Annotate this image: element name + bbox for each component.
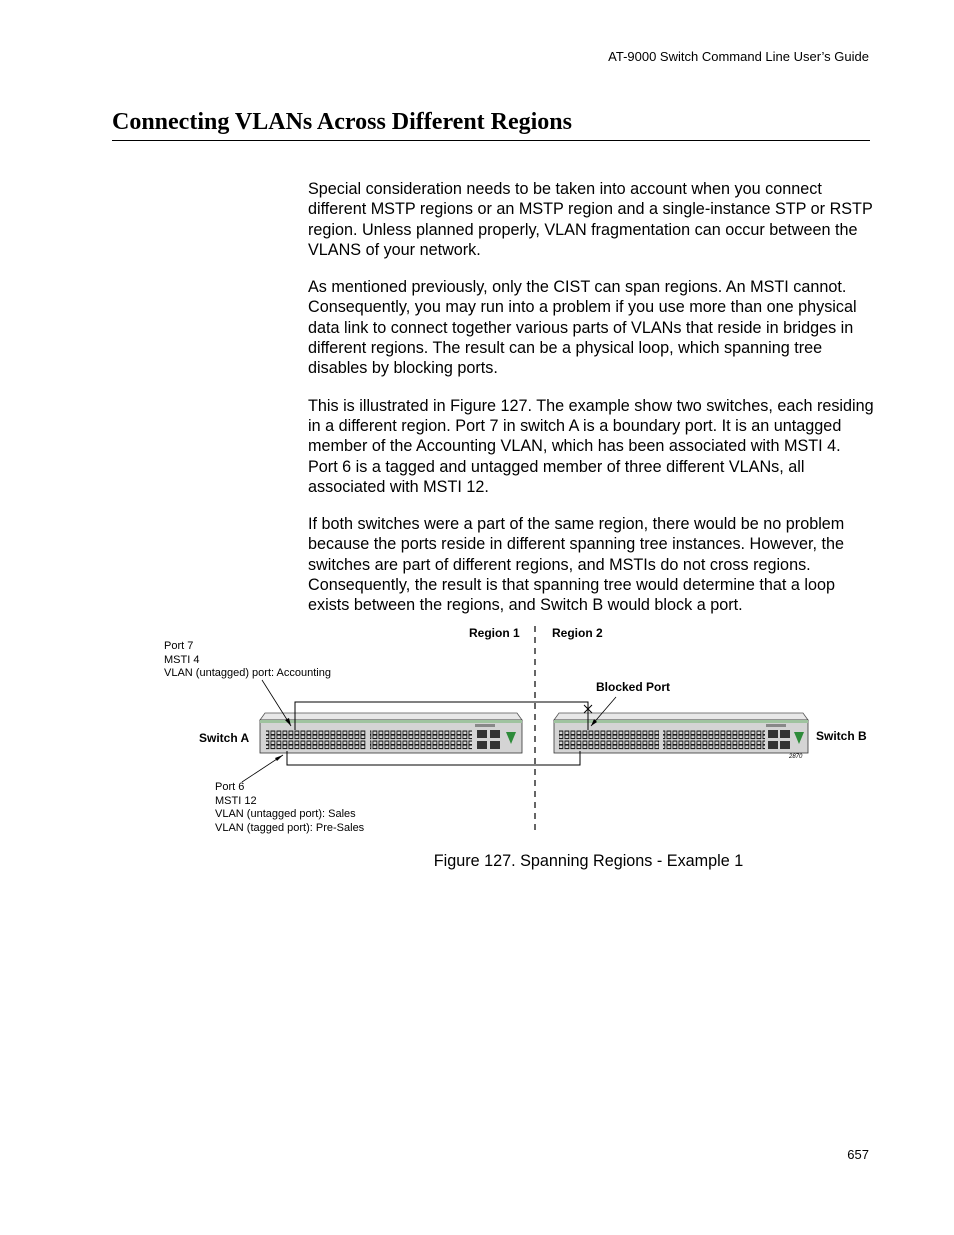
paragraph: Special consideration needs to be taken into account when you connect different MSTP regions or an MSTP region and a single-instance STP or RSTP region. Unless planned properly, VLAN fragmentation can occur between the VLANS of your network. <box>308 180 873 259</box>
switch-a-label: Switch A <box>199 731 250 745</box>
running-header: AT-9000 Switch Command Line User’s Guide <box>608 49 869 64</box>
port6-line: VLAN (untagged port): Sales <box>215 808 356 820</box>
port6-line: VLAN (tagged port): Pre-Sales <box>215 821 365 834</box>
switch-b-label: Switch B <box>816 729 867 743</box>
port7-line: Port 7 <box>164 640 194 652</box>
switch-serial-code: 2870 <box>789 754 803 760</box>
paragraph: If both switches were a part of the same region, there would be no problem because the ports reside in different spanning tree instances. However, the switches are part of different regions, and MSTIs do not cross regions. Consequently, the result is that spanning tree would determine that a loop exists between the regions, and Switch B would block a port. <box>308 515 845 615</box>
paragraph: As mentioned previously, only the CIST can span regions. An MSTI cannot. Consequently, you may run into a problem if you use more than one physical data link to connect together various parts of VLANs that reside in bridges in different regions. The result can be a physical loop, which spanning tree disables by blocking ports. <box>308 278 857 378</box>
port6-line: Port 6 <box>215 781 245 793</box>
title-rule <box>112 140 870 141</box>
figure-spanning-regions <box>150 620 880 835</box>
blocked-port-label: Blocked Port <box>596 680 671 694</box>
section-title: Connecting VLANs Across Different Regions <box>112 109 572 135</box>
figure-caption: Figure 127. Spanning Regions - Example 1 <box>433 852 744 870</box>
body-text <box>308 179 874 633</box>
port6-callout <box>215 781 364 835</box>
port7-callout <box>164 640 331 681</box>
port7-line: MSTI 4 <box>164 653 200 666</box>
switch-b-device <box>554 713 808 753</box>
port6-line: MSTI 12 <box>215 794 257 807</box>
page-number: 657 <box>847 1147 869 1162</box>
figure-caption-wrap <box>0 851 954 871</box>
switch-a-device <box>260 713 522 753</box>
region-1-label: Region 1 <box>469 626 520 640</box>
port7-line: VLAN (untagged) port: Accounting <box>164 667 331 679</box>
paragraph: This is illustrated in Figure 127. The example show two switches, each residing in a different region. Port 7 in switch A is a boundary port. It is an untagged member of the Accounting VLAN, which has been associated with MSTI 4. Port 6 is a tagged and untagged member of three different VLANs, all associated with MSTI 12. <box>308 396 874 496</box>
region-2-label: Region 2 <box>552 626 603 640</box>
